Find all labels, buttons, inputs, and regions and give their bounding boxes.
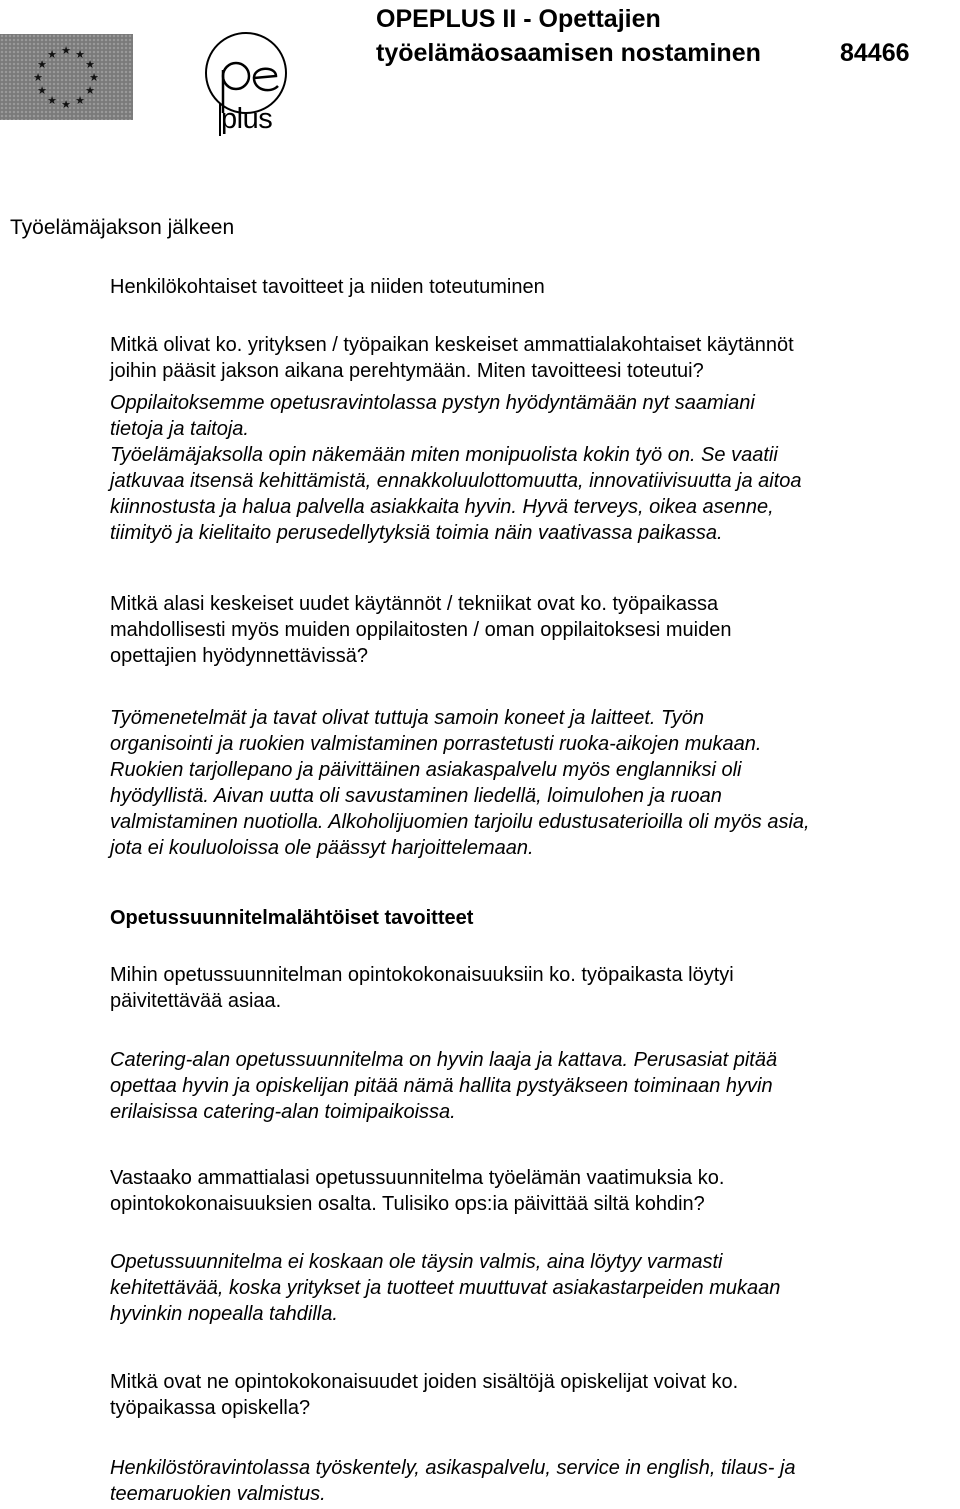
- text-line: valmistaminen nuotiolla. Alkoholijuomien tarjoilu edustusaterioilla oli myös asia,: [110, 811, 810, 833]
- svg-text:★: ★: [75, 94, 85, 107]
- text-line: kiinnostusta ja halua palvella asiakkaita hyvin. Hyvä terveys, oikea asenne,: [110, 496, 774, 518]
- eu-flag-logo: [0, 34, 133, 120]
- text-line: kehitettävää, koska yritykset ja tuotteet muuttuvat asiakastarpeiden mukaan: [110, 1277, 781, 1299]
- text-line: hyödyllistä. Aivan uutta oli savustaminen liedellä, loimulohen ja ruoan: [110, 785, 722, 807]
- block-4: [110, 705, 955, 861]
- text-line: Mitkä ovat ne opintokokonaisuudet joiden sisältöjä opiskelijat voivat ko.: [110, 1371, 739, 1393]
- text-line: jota ei kouluoloissa ole päässyt harjoittelemaan.: [110, 837, 534, 859]
- text-line: Mitkä olivat ko. yrityksen / työpaikan keskeiset ammattialakohtaiset käytännöt: [110, 334, 794, 356]
- text-line: työpaikassa opiskella?: [110, 1397, 311, 1419]
- block-2: [110, 390, 955, 546]
- svg-text:★: ★: [33, 71, 43, 84]
- svg-text:★: ★: [47, 48, 57, 61]
- svg-text:★: ★: [85, 58, 95, 71]
- eu-stars-icon: [0, 34, 133, 120]
- subheading: Opetussuunnitelmalähtöiset tavoitteet: [110, 907, 474, 929]
- block-5-heading: [110, 905, 955, 931]
- text-line: hyvinkin nopealla tahdilla.: [110, 1303, 338, 1325]
- text-line: mahdollisesti myös muiden oppilaitosten / oman oppilaitoksesi muiden: [110, 619, 732, 641]
- text-line: tiimityö ja kielitaito perusedellytyksiä toimia näin vaativassa paikassa.: [110, 522, 723, 544]
- text-line: tietoja ja taitoja.: [110, 418, 249, 440]
- block-1: [110, 332, 955, 384]
- block-8: [110, 1165, 955, 1217]
- svg-text:★: ★: [89, 71, 99, 84]
- block-11: [110, 1455, 955, 1507]
- svg-text:★: ★: [61, 98, 71, 111]
- document-title: [376, 2, 910, 70]
- svg-text:★: ★: [37, 58, 47, 71]
- text-line: erilaisissa catering-alan toimipaikoissa.: [110, 1101, 456, 1123]
- text-line: Catering-alan opetussuunnitelma on hyvin laaja ja kattava. Perusasiat pitää: [110, 1049, 778, 1071]
- text-line: Oppilaitoksemme opetusravintolassa pystyn hyödyntämään nyt saamiani: [110, 392, 755, 414]
- svg-text:★: ★: [37, 84, 47, 97]
- text-line: jatkuvaa itsensä kehittämistä, ennakkoluulottomuutta, innovatiivisuutta ja aitoa: [110, 470, 802, 492]
- text-line: Työelämäjaksolla opin näkemään miten monipuolista kokin työ on. Se vaatii: [110, 444, 778, 466]
- text-line: Vastaako ammattialasi opetussuunnitelma työelämän vaatimuksia ko.: [110, 1167, 725, 1189]
- text-line: Opetussuunnitelma ei koskaan ole täysin valmis, aina löytyy varmasti: [110, 1251, 723, 1273]
- text-line: opintokokonaisuuksien osalta. Tulisiko ops:ia päivittää siltä kohdin?: [110, 1193, 705, 1215]
- block-10: [110, 1369, 955, 1421]
- text-line: opettajien hyödynnettävissä?: [110, 645, 368, 667]
- logo-plus-text: plus: [221, 103, 273, 135]
- block-3: [110, 591, 955, 669]
- text-line: Mitkä alasi keskeiset uudet käytännöt / tekniikat ovat ko. työpaikassa: [110, 593, 719, 615]
- text-line: Henkilökohtaiset tavoitteet ja niiden toteutuminen: [110, 276, 545, 298]
- svg-text:★: ★: [47, 94, 57, 107]
- text-line: opettaa hyvin ja opiskelijan pitää nämä hallita pystyäkseen toiminaan hyvin: [110, 1075, 773, 1097]
- project-number: 84466: [840, 39, 910, 67]
- title-line-1: OPEPLUS II - Opettajien: [376, 5, 661, 33]
- title-line-2: työelämäosaamisen nostaminen: [376, 39, 761, 67]
- block-9: [110, 1249, 955, 1327]
- text-line: Mihin opetussuunnitelman opintokokonaisuuksiin ko. työpaikasta löytyi: [110, 964, 734, 986]
- svg-text:★: ★: [85, 84, 95, 97]
- text-line: Ruokien tarjollepano ja päivittäinen asiakaspalvelu myös englanniksi oli: [110, 759, 742, 781]
- section-heading: Työelämäjakson jälkeen: [10, 216, 235, 239]
- block-0: [110, 274, 955, 300]
- svg-text:★: ★: [61, 44, 71, 57]
- text-line: teemaruokien valmistus.: [110, 1483, 326, 1505]
- text-line: Työmenetelmät ja tavat olivat tuttuja samoin koneet ja laitteet. Työn: [110, 707, 705, 729]
- text-line: organisointi ja ruokien valmistaminen porrastetusti ruoka-aikojen mukaan.: [110, 733, 762, 755]
- text-line: Henkilöstöravintolassa työskentely, asikaspalvelu, service in english, tilaus- ja: [110, 1457, 796, 1479]
- text-line: päivitettävää asiaa.: [110, 990, 282, 1012]
- text-line: joihin pääsit jakson aikana perehtymään. Miten tavoitteesi toteutui?: [110, 360, 704, 382]
- block-6: [110, 962, 955, 1014]
- block-7: [110, 1047, 955, 1125]
- svg-text:★: ★: [75, 48, 85, 61]
